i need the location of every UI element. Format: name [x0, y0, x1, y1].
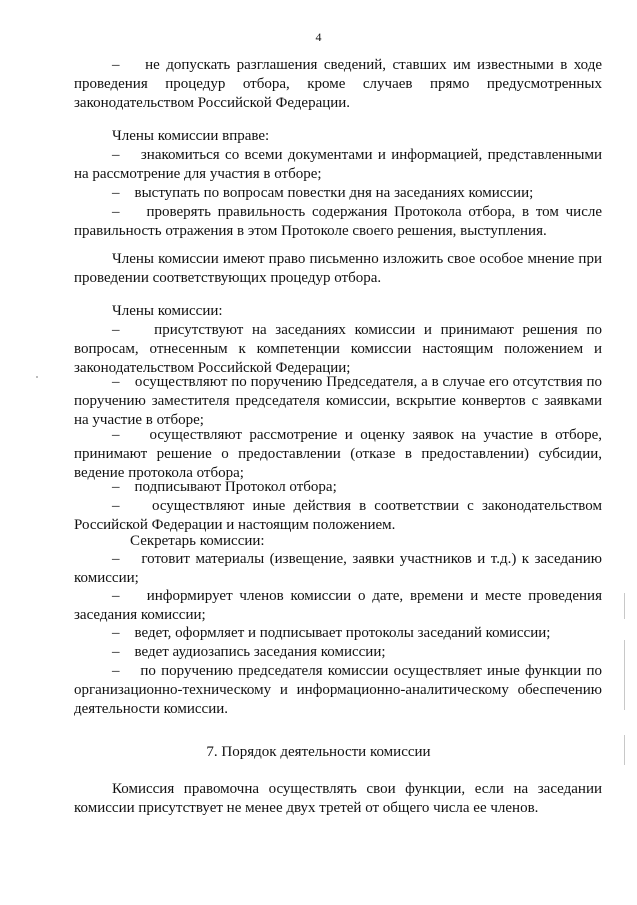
list-item-open-envelopes: – осуществляют по поручению Председателя, а в случае его отсутствия по поручению заместителя председателя комиссии, вскрытие конвертов с заявками на участие в отборе;: [74, 374, 602, 428]
rights-intro: Члены комиссии вправе:: [112, 128, 270, 144]
list-item-other-actions: – осуществляют иные действия в соответствии с законодательством Российской Федерации и настоящим положением.: [74, 498, 602, 533]
list-item-prepare-materials: – готовит материалы (извещение, заявки участников и т.д.) к заседанию комиссии;: [74, 551, 602, 586]
scan-artifact-edge: [624, 593, 625, 619]
section-paragraph: Комиссия правомочна осуществлять свои функции, если на заседании комиссии присутствует не менее двух третей от общего числа ее членов.: [74, 781, 602, 816]
list-item-sign-protocol: – подписывают Протокол отбора;: [112, 479, 337, 495]
section-heading: 7. Порядок деятельности комиссии: [206, 744, 431, 760]
list-item-inform-members: – информирует членов комиссии о дате, времени и месте проведения заседания комиссии;: [74, 588, 602, 623]
scan-artifact-edge: [624, 735, 625, 765]
scan-artifact-edge: [624, 640, 625, 710]
list-item-speak-agenda: – выступать по вопросам повестки дня на заседаниях комиссии;: [112, 185, 534, 201]
list-item-evaluate-applications: – осуществляют рассмотрение и оценку заявок на участие в отборе, принимают решение о предоставлении (отказе в предоставлении) субсидии, ведение протокола отбора;: [74, 427, 602, 481]
scan-artifact-dot: [36, 376, 38, 378]
special-opinion-paragraph: Члены комиссии имеют право письменно изложить свое особое мнение при проведении соответствующих процедур отбора.: [74, 251, 602, 286]
list-item-check-protocol: – проверять правильность содержания Протокола отбора, в том числе правильность отражения в этом Протоколе своего решения, выступления.: [74, 204, 602, 239]
list-item-attend-meetings: – присутствуют на заседаниях комиссии и принимают решения по вопросам, отнесенным к компетенции комиссии настоящим положением и законодательством Российской Федерации;: [74, 322, 602, 376]
list-item-other-functions: – по поручению председателя комиссии осуществляет иные функции по организационно-техническому и информационно-аналитическому обеспечению деятельности комиссии.: [74, 663, 602, 717]
secretary-intro: Секретарь комиссии:: [130, 533, 265, 549]
duties-intro: Члены комиссии:: [112, 303, 223, 319]
list-item-nondisclosure: – не допускать разглашения сведений, ставших им известными в ходе проведения процедур отбора, кроме случаев прямо предусмотренных законодательством Российской Федерации.: [74, 57, 602, 111]
page-number: 4: [315, 30, 322, 44]
list-item-audio-recording: – ведет аудиозапись заседания комиссии;: [112, 644, 386, 660]
list-item-review-documents: – знакомиться со всеми документами и информацией, представленными на рассмотрение для участия в отборе;: [74, 147, 602, 182]
list-item-keep-protocols: – ведет, оформляет и подписывает протоколы заседаний комиссии;: [112, 625, 551, 641]
